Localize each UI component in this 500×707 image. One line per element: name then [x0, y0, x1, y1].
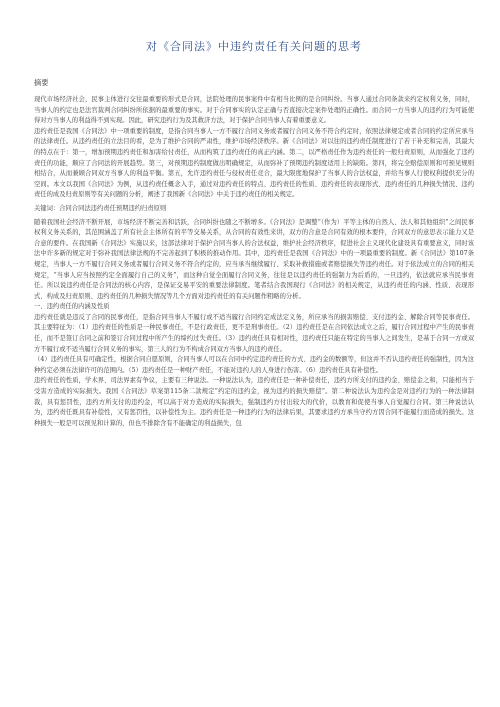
section-paragraph: 违约责任就是违反了合同的民事责任，是指合同当事人不履行或不适当履行合同约定成法定义务，所应承当的损害赔偿、支付违约金、解除合同等民事责任。其主要特征为：（1）违约责任的性质是一种民事责任，不是行政责任，更不是刑事责任。（2）违约责任是在合同依法成立之后，履行合同过程中产生的民事责任，而不是签订合同之前和签订合同过程中所产生的缔约过失责任。（3）违约责任具有相对性，违约责任只能在特定的当事人之间发生，是基于合同一方或双方不履行或不适当履行合同义务的事实，第三人的行为不构成合同双方当事人的违约责任。 [34, 313, 474, 353]
section-paragraph: 违约责任的性质，学术界、司法界素有争议，主要有三种说法。一种说法认为，违约责任是一种补偿责任，违约方所支付的违约金、赔偿金之和，只能相当于受害方造成的实际损失。我国《合同法》草案第115条二款规定“约定的违约金，视为违约的损失赔偿”。第二种说法认为违约金是对违约行为的一种法律制裁，具有惩罚性，违约方所支付的违约金，可以高于对方造成的实际损失，强制违约方付出较大的代价，以教育和促使当事人自觉履行合同。第三种说法认为，违约责任既具有补偿性，又有惩罚性，以补偿性为主。违约责任是一种违约行为的法律后果，其要求违约方承当守约方因合同不能履行而造成的损失。这种损失一般是可以预见和计算的，但也不排除含有不能确定的利益损失，包 [34, 377, 474, 427]
section-paragraph: （4）违约责任具有可确定性，根据合同自愿原则，合同当事人可以在合同中约定违约责任的方式、违约金的数额等，但这并不否认违约责任的强制性，因为这种约定必须在法律许可的范围内。（5）违约责任是一种财产责任，不能对违约人的人身进行伤害。（6）违约责任具有补偿性。 [34, 356, 474, 374]
abstract-heading: 摘要 [34, 78, 49, 87]
keywords-line: 关键词：合同合同法违约责任预期违约归责原则 [34, 204, 167, 212]
abstract-paragraph: 现代市场经济社会，民事主体进行交往最重要的形式是合同，法院处理的民事案件中有相当比例的是合同纠纷。当事人通过合同条款来约定权利义务，同时，当事人的约定也是法官裁判合同纠纷所依据的最重要的事实。对于合同事实的认定正确与否直接决定案件处理的正确性。而合同一方当事人的违约行为可能使得对方当事人的利益得不到实现。因此，研究违约行为及其救济方法，对于保护合同当事人有着重要意义。 [34, 96, 474, 125]
document-title: 对《合同法》中违约责任有关问题的思考 [146, 40, 362, 53]
section-title: 一、违约责任的内涵及性质 [34, 303, 110, 311]
abstract-paragraph: 违约责任是我国《合同法》中一项重要的制度，是指合同当事人一方不履行合同义务或者履行合同义务不符合约定时，依照法律规定或者合同的约定所应承当的法律责任。从违约责任的立法目的看，是为了维护合同的严肃性，维护市场经济秩序。新《合同法》对以往的违约责任制度进行了若干补充和完善，其最大的特点在于：第一，增加预期违约责任和加害给付责任，从而构筑了违约责任的真正内涵。第二，以严格责任作为违约责任的一般归责原则，从而强化了违约责任的功能，顺应了合同法的开展趋势。第三，对预期违约制度做出明确规定，从而弥补了预期违约制度适用上的缺陷。第四，将完全赔偿原则和可预见规则相结合，从而兼顾合同双方当事人的利益平衡。第五，允许违约责任与侵权责任竞合，最大限度地保护了当事人的合法权益，并给当事人行使权利提供充分的空间。本文以我国《合同法》为例，从违约责任概念入手，通过对违约责任的特点、违约责任的性质、违约责任的表现形式、违约责任的几种损失情况、违约责任的成及归责原则等有关问题的分析，阐述了我国新《合同法》中关于违约责任的相关规定。 [34, 127, 474, 199]
body-paragraph: 随着我国社会经济不断开展，市场经济不断完善和活跃，合同纠纷也随之不断增多。《合同法》是调整“（作为）平等主体的自然人、法人和其他组织”之间民事权利义务关系的，其范围涵盖了所有社会主体所有的平等交易关系，从合同的有效性来讲，双方的合意是合同有效的根本要件，合同双方的意思表示能力又是合意的要件。在我国新《合同法》实施以来，这部法律对于保护合同当事人的合法权益，维护社会经济秩序，促进社会主义现代化建设具有重要意义，同时该法中许多新的规定对于弥补我国法律法规的不完善起到了积极的推动作用。其中，违约责任是我国《合同法》中的一项最重要的制度。新《合同法》第107条规定，当事人一方不履行合同义务或者履行合同义务不符合约定的，应当承当继续履行、采取补救措施或者赔偿损失等违约责任。对于依法成立的合同的相关规定，“当事人应当按照约定全面履行自己的义务”，而这种自觉全面履行合同义务，往往是以违约责任的强制力为后盾的，一旦违约，依法就应承当民事责任。所以说违约责任是合同法的核心内容，是保证交易平安的重要法律制度。笔者结合我国现行《合同法》的相关规定，从违约责任的内涵、性质、表现形式、构成及归责原则、违约责任的几种损失情况等几个方面对违约责任的有关问题作粗略的分析。 [34, 218, 474, 300]
